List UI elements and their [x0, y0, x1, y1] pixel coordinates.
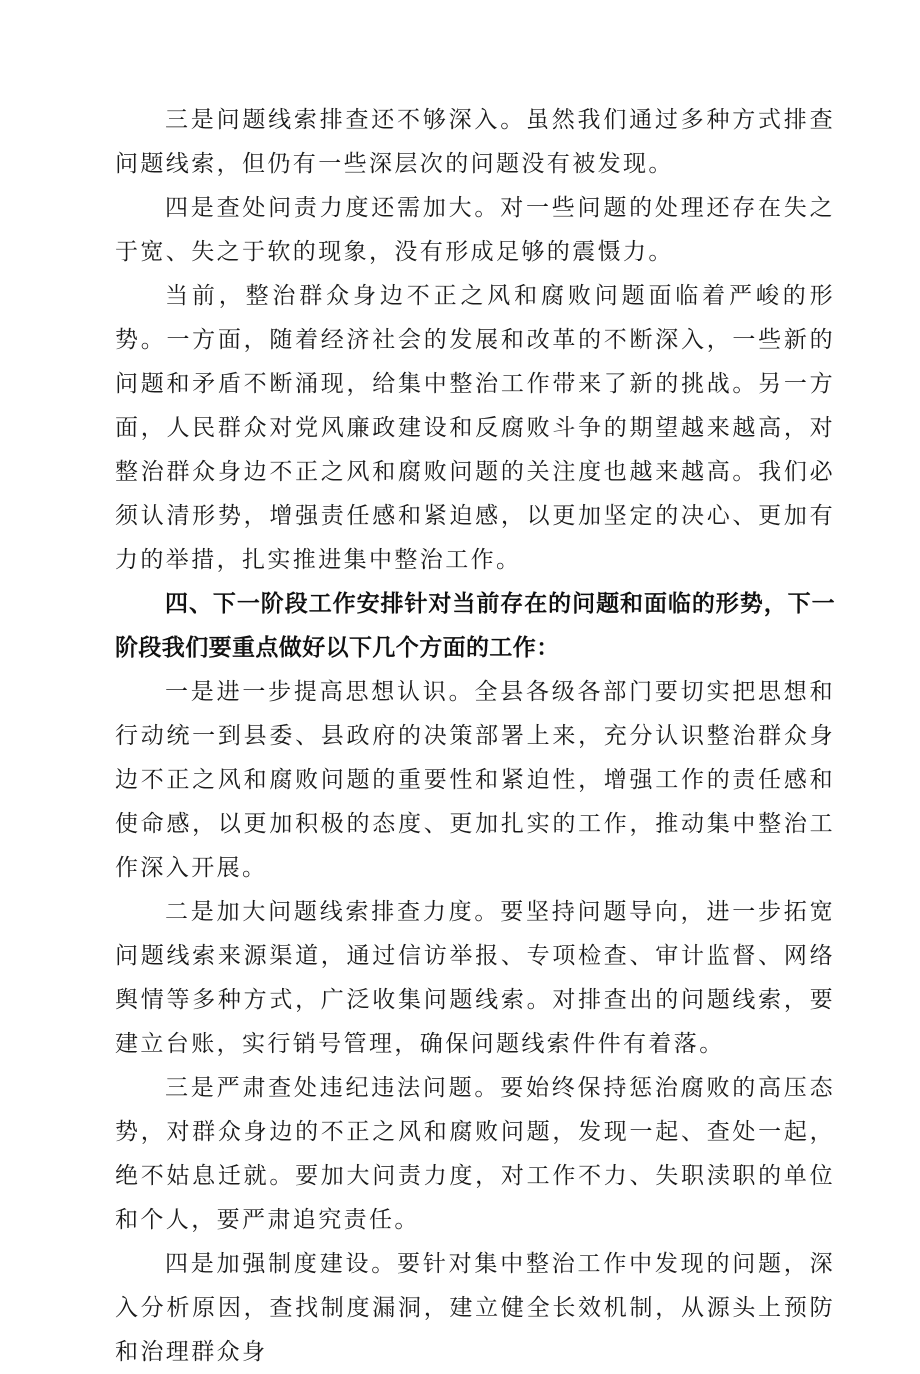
paragraph-task-two: 二是加大问题线索排查力度。要坚持问题导向，进一步拓宽问题线索来源渠道，通过信访举报、专项检查、审计监督、网络舆情等多种方式，广泛收集问题线索。对排查出的问题线索，要建立台账，实行销号管理，确保问题线索件件有着落。: [115, 899, 835, 1057]
document-body: [115, 98, 835, 1374]
paragraph-issue-four: 四是查处问责力度还需加大。对一些问题的处理还存在失之于宽、失之于软的现象，没有形成足够的震慑力。: [115, 195, 835, 265]
section-heading-next-steps: 四、下一阶段工作安排针对当前存在的问题和面临的形势，下一阶段我们要重点做好以下几个方面的工作：: [115, 591, 835, 661]
paragraph-task-three: 三是严肃查处违纪违法问题。要始终保持惩治腐败的高压态势，对群众身边的不正之风和腐败问题，发现一起、查处一起，绝不姑息迁就。要加大问责力度，对工作不力、失职渎职的单位和个人，要严肃追究责任。: [115, 1075, 835, 1233]
paragraph-task-four: 四是加强制度建设。要针对集中整治工作中发现的问题，深入分析原因，查找制度漏洞，建立健全长效机制，从源头上预防和治理群众身: [115, 1251, 835, 1365]
paragraph-task-one: 一是进一步提高思想认识。全县各级各部门要切实把思想和行动统一到县委、县政府的决策部署上来，充分认识整治群众身边不正之风和腐败问题的重要性和紧迫性，增强工作的责任感和使命感，以更加积极的态度、更加扎实的工作，推动集中整治工作深入开展。: [115, 679, 835, 881]
paragraph-current-situation: 当前，整治群众身边不正之风和腐败问题面临着严峻的形势。一方面，随着经济社会的发展和改革的不断深入，一些新的问题和矛盾不断涌现，给集中整治工作带来了新的挑战。另一方面，人民群众对党风廉政建设和反腐败斗争的期望越来越高，对整治群众身边不正之风和腐败问题的关注度也越来越高。我们必须认清形势，增强责任感和紧迫感，以更加坚定的决心、更加有力的举措，扎实推进集中整治工作。: [115, 283, 835, 573]
paragraph-issue-three: 三是问题线索排查还不够深入。虽然我们通过多种方式排查问题线索，但仍有一些深层次的问题没有被发现。: [115, 107, 835, 177]
